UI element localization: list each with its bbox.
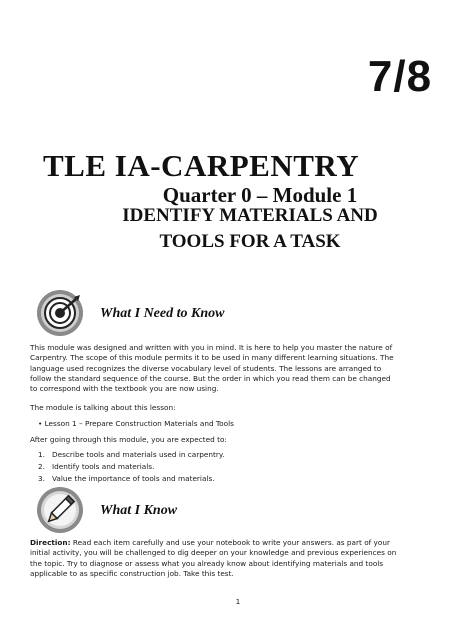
section-heading-what-i-know: What I Know xyxy=(100,503,178,518)
direction-line: applicable to as specific construction job. Take this test. xyxy=(30,568,234,578)
lesson-bullet: • Lesson 1 – Prepare Construction Materials and Tools xyxy=(38,419,234,428)
pencil-icon xyxy=(36,486,84,534)
direction-label: Direction: xyxy=(30,538,71,547)
objective-text: Describe tools and materials used in carpentry. xyxy=(52,450,225,459)
objective-item xyxy=(38,474,215,483)
expected-intro: After going through this module, you are expected to: xyxy=(30,435,227,444)
intro-line: follow the standard sequence of the course. But the order in which you read them can be changed xyxy=(30,373,391,383)
objective-text: Value the importance of tools and materials. xyxy=(52,474,215,483)
direction-line xyxy=(30,538,446,548)
direction-line: initial activity, you will be challenged to dig deeper on your knowledge and previous experiences on xyxy=(30,548,397,558)
lesson-intro: The module is talking about this lesson: xyxy=(30,403,176,412)
module-title-line-1: IDENTIFY MATERIALS AND xyxy=(122,205,378,226)
grade-label: 7/8 xyxy=(367,52,433,101)
objective-item xyxy=(38,450,224,459)
module-subject-title: TLE IA-CARPENTRY xyxy=(43,148,360,183)
objective-number: 1. xyxy=(38,450,45,459)
objective-text: Identify tools and materials. xyxy=(52,462,155,471)
section-heading-what-i-need-to-know: What I Need to Know xyxy=(100,306,225,321)
intro-line: language used recognizes the diverse vocabulary level of students. The lessons are arranged to xyxy=(30,363,382,373)
page-number: 1 xyxy=(235,598,241,606)
target-icon xyxy=(36,289,84,337)
direction-line: the topic. Try to diagnose or assess what you already know about identifying materials and tools xyxy=(30,558,384,568)
intro-line: to correspond with the textbook you are now using. xyxy=(30,384,219,394)
direction-text: Read each item carefully and use your notebook to write your answers. as part of your xyxy=(70,538,390,547)
module-title-line-2: TOOLS FOR A TASK xyxy=(159,231,341,252)
intro-line: Carpentry. The scope of this module permits it to be used in many different learning situations. The xyxy=(30,353,394,363)
direction-paragraph xyxy=(30,538,446,579)
quarter-module-label: Quarter 0 – Module 1 xyxy=(162,183,358,207)
intro-paragraph xyxy=(30,343,446,394)
intro-line: This module was designed and written with you in mind. It is here to help you master the nature of xyxy=(30,343,393,352)
objective-item xyxy=(38,462,154,471)
objective-number: 3. xyxy=(38,474,45,483)
objective-number: 2. xyxy=(38,462,45,471)
